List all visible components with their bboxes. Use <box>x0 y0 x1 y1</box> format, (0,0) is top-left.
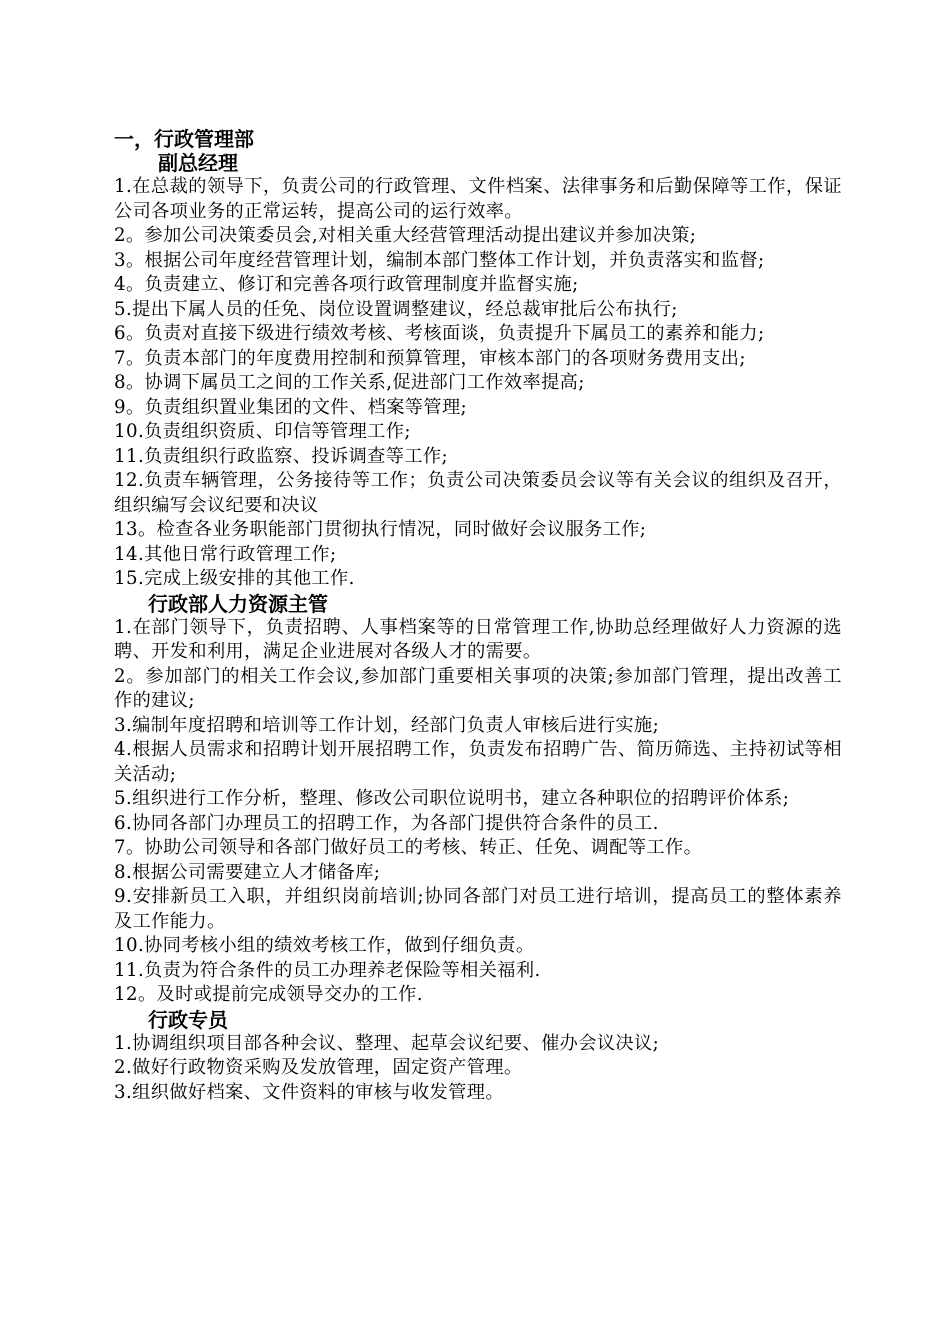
section-title: 行政专员 <box>148 1007 228 1032</box>
list-item: 11.负责为符合条件的员工办理养老保险等相关福利. <box>114 959 541 981</box>
list-item: 7。负责本部门的年度费用控制和预算管理，审核本部门的各项财务费用支出; <box>114 347 746 369</box>
list-item: 8.根据公司需要建立人才储备库; <box>114 861 381 883</box>
section-title: 副总经理 <box>158 151 238 175</box>
list-item: 2。参加部门的相关工作会议,参加部门重要相关事项的决策;参加部门管理，提出改善工作的建议; <box>114 665 842 711</box>
list-item: 2.做好行政物资采购及发放管理，固定资产管理。 <box>114 1057 523 1078</box>
list-item: 3.组织做好档案、文件资料的审核与收发管理。 <box>114 1081 504 1103</box>
list-item: 2。参加公司决策委员会,对相关重大经营管理活动提出建议并参加决策; <box>114 225 697 246</box>
list-item: 10.负责组织资质、印信等管理工作; <box>114 421 411 442</box>
list-item: 9.安排新员工入职，并组织岗前培训;协同各部门对员工进行培训，提高员工的整体素养及工作能力。 <box>114 886 842 932</box>
list-item: 14.其他日常行政管理工作; <box>114 543 337 565</box>
list-item: 12。及时或提前完成领导交办的工作. <box>114 984 423 1005</box>
list-item: 8。协调下属员工之间的工作关系,促进部门工作效率提高; <box>114 372 585 393</box>
section-title: 行政部人力资源主管 <box>148 591 328 616</box>
list-item: 1.在部门领导下，负责招聘、人事档案等的日常管理工作,协助总经理做好人力资源的选聘、开发和利用，满足企业进展对各级人才的需要。 <box>114 616 842 662</box>
list-item: 6.协同各部门办理员工的招聘工作，为各部门提供符合条件的员工. <box>114 812 659 834</box>
list-item: 15.完成上级安排的其他工作. <box>114 568 355 589</box>
list-item: 7。协助公司领导和各部门做好员工的考核、转正、任免、调配等工作。 <box>114 837 703 858</box>
document-heading: 一，行政管理部 <box>114 127 254 151</box>
document-page <box>114 127 842 1105</box>
section-hr-supervisor <box>114 592 842 1008</box>
list-item: 3.编制年度招聘和培训等工作计划，经部门负责人审核后进行实施; <box>114 714 660 736</box>
section-admin-specialist <box>114 1008 842 1106</box>
list-item: 3。根据公司年度经营管理计划，编制本部门整体工作计划，并负责落实和监督; <box>114 249 765 271</box>
list-item: 9。负责组织置业集团的文件、档案等管理; <box>114 396 468 418</box>
list-item: 5.提出下属人员的任免、岗位设置调整建议，经总裁审批后公布执行; <box>114 298 678 320</box>
list-item: 5.组织进行工作分析，整理、修改公司职位说明书，建立各种职位的招聘评价体系; <box>114 788 790 809</box>
section-deputy-general-manager <box>114 151 842 592</box>
list-item: 12.负责车辆管理，公务接待等工作；负责公司决策委员会议等有关会议的组织及召开，组织编写会议纪要和决议 <box>114 470 842 516</box>
list-item: 1.协调组织项目部各种会议、整理、起草会议纪要、催办会议决议; <box>114 1032 660 1054</box>
list-item: 4.根据人员需求和招聘计划开展招聘工作，负责发布招聘广告、简历筛选、主持初试等相关活动; <box>114 739 842 785</box>
list-item: 4。负责建立、修订和完善各项行政管理制度并监督实施; <box>114 274 579 295</box>
list-item: 1.在总裁的领导下，负责公司的行政管理、文件档案、法律事务和后勤保障等工作，保证公司各项业务的正常运转，提高公司的运行效率。 <box>114 176 842 222</box>
list-item: 13。检查各业务职能部门贯彻执行情况，同时做好会议服务工作; <box>114 519 647 540</box>
list-item: 10.协同考核小组的绩效考核工作，做到仔细负责。 <box>114 935 535 956</box>
list-item: 11.负责组织行政监察、投诉调查等工作; <box>114 445 449 467</box>
list-item: 6。负责对直接下级进行绩效考核、考核面谈，负责提升下属员工的素养和能力; <box>114 323 765 344</box>
